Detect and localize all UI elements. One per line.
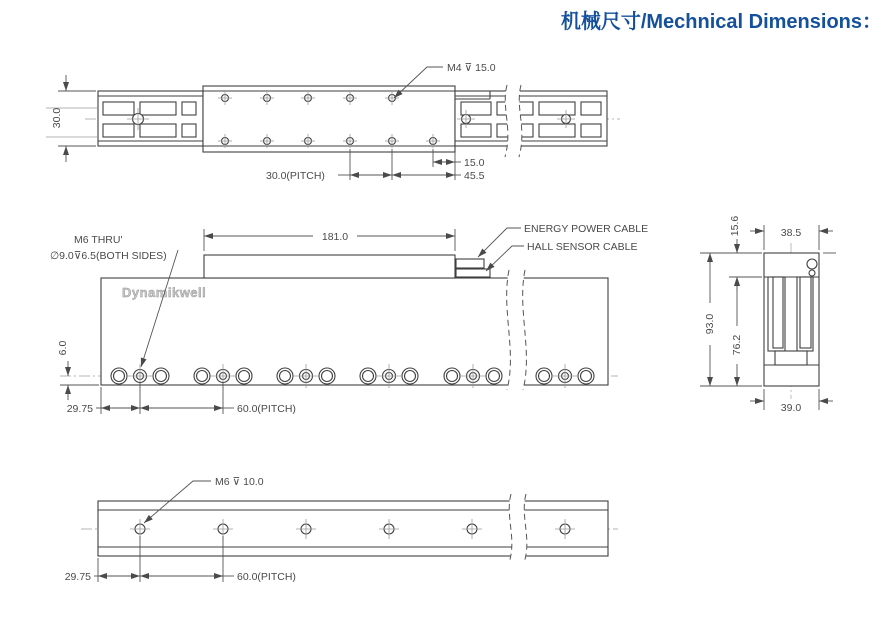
power-cable bbox=[456, 259, 484, 268]
dim-label-76-2: 76.2 bbox=[730, 334, 743, 356]
page-title: 机械尺寸/Mechnical Dimensions： bbox=[560, 11, 882, 33]
middle-view-dims bbox=[67, 382, 296, 415]
bottom-view bbox=[65, 476, 618, 583]
dim-39 bbox=[750, 401, 833, 414]
dim-label-29-75-bottom: 29.75 bbox=[64, 571, 91, 583]
cable-exit-hole-small bbox=[809, 270, 815, 276]
dim-93 bbox=[702, 253, 717, 386]
dim-label-181: 181.0 bbox=[321, 231, 349, 243]
middle-view bbox=[50, 223, 648, 415]
cable-callouts bbox=[478, 223, 648, 271]
coil-block-outline bbox=[204, 255, 455, 278]
callout-label-m6: M6 ⊽ 10.0 bbox=[215, 476, 264, 488]
break-line bbox=[505, 85, 522, 157]
dim-label-93: 93.0 bbox=[703, 313, 716, 335]
dim-label-45-5: 45.5 bbox=[464, 170, 485, 182]
dim-label-pitch-60: 60.0(PITCH) bbox=[237, 403, 296, 415]
dim-181 bbox=[204, 228, 455, 251]
dim-label-pitch-30: 30.0(PITCH) bbox=[266, 170, 325, 182]
dim-label-29-75: 29.75 bbox=[66, 403, 93, 415]
dim-76-2 bbox=[729, 277, 744, 386]
dim-label-6: 6.0 bbox=[56, 340, 69, 356]
callout-label-m4: M4 ⊽ 15.0 bbox=[447, 62, 496, 74]
break-line bbox=[509, 494, 527, 563]
dim-label-15-6: 15.6 bbox=[728, 215, 741, 237]
top-view-dims bbox=[266, 149, 485, 182]
dim-label-38-5: 38.5 bbox=[780, 227, 802, 239]
dim-label-39: 39.0 bbox=[780, 402, 802, 414]
top-view bbox=[46, 62, 620, 182]
callout-m6-line2: ∅9.0⊽6.5(BOTH SIDES) bbox=[50, 250, 167, 262]
carriage-outline bbox=[203, 86, 455, 152]
dim-label-pitch-60-bottom: 60.0(PITCH) bbox=[237, 571, 296, 583]
dim-38-5 bbox=[750, 227, 833, 239]
rail-outline bbox=[98, 501, 608, 556]
dim-label-30: 30.0 bbox=[50, 107, 63, 129]
brand-logo: Dynamikwell bbox=[122, 285, 207, 300]
hall-cable-label: HALL SENSOR CABLE bbox=[527, 241, 638, 253]
dim-6 bbox=[57, 341, 99, 400]
hall-cable bbox=[456, 269, 490, 277]
dim-label-15: 15.0 bbox=[464, 157, 485, 169]
side-view bbox=[700, 216, 836, 414]
cable-exit-hole bbox=[807, 259, 817, 269]
dim-30 bbox=[51, 75, 96, 162]
power-cable-label: ENERGY POWER CABLE bbox=[524, 223, 649, 235]
callout-m6-line1: M6 THRU' bbox=[74, 234, 123, 246]
